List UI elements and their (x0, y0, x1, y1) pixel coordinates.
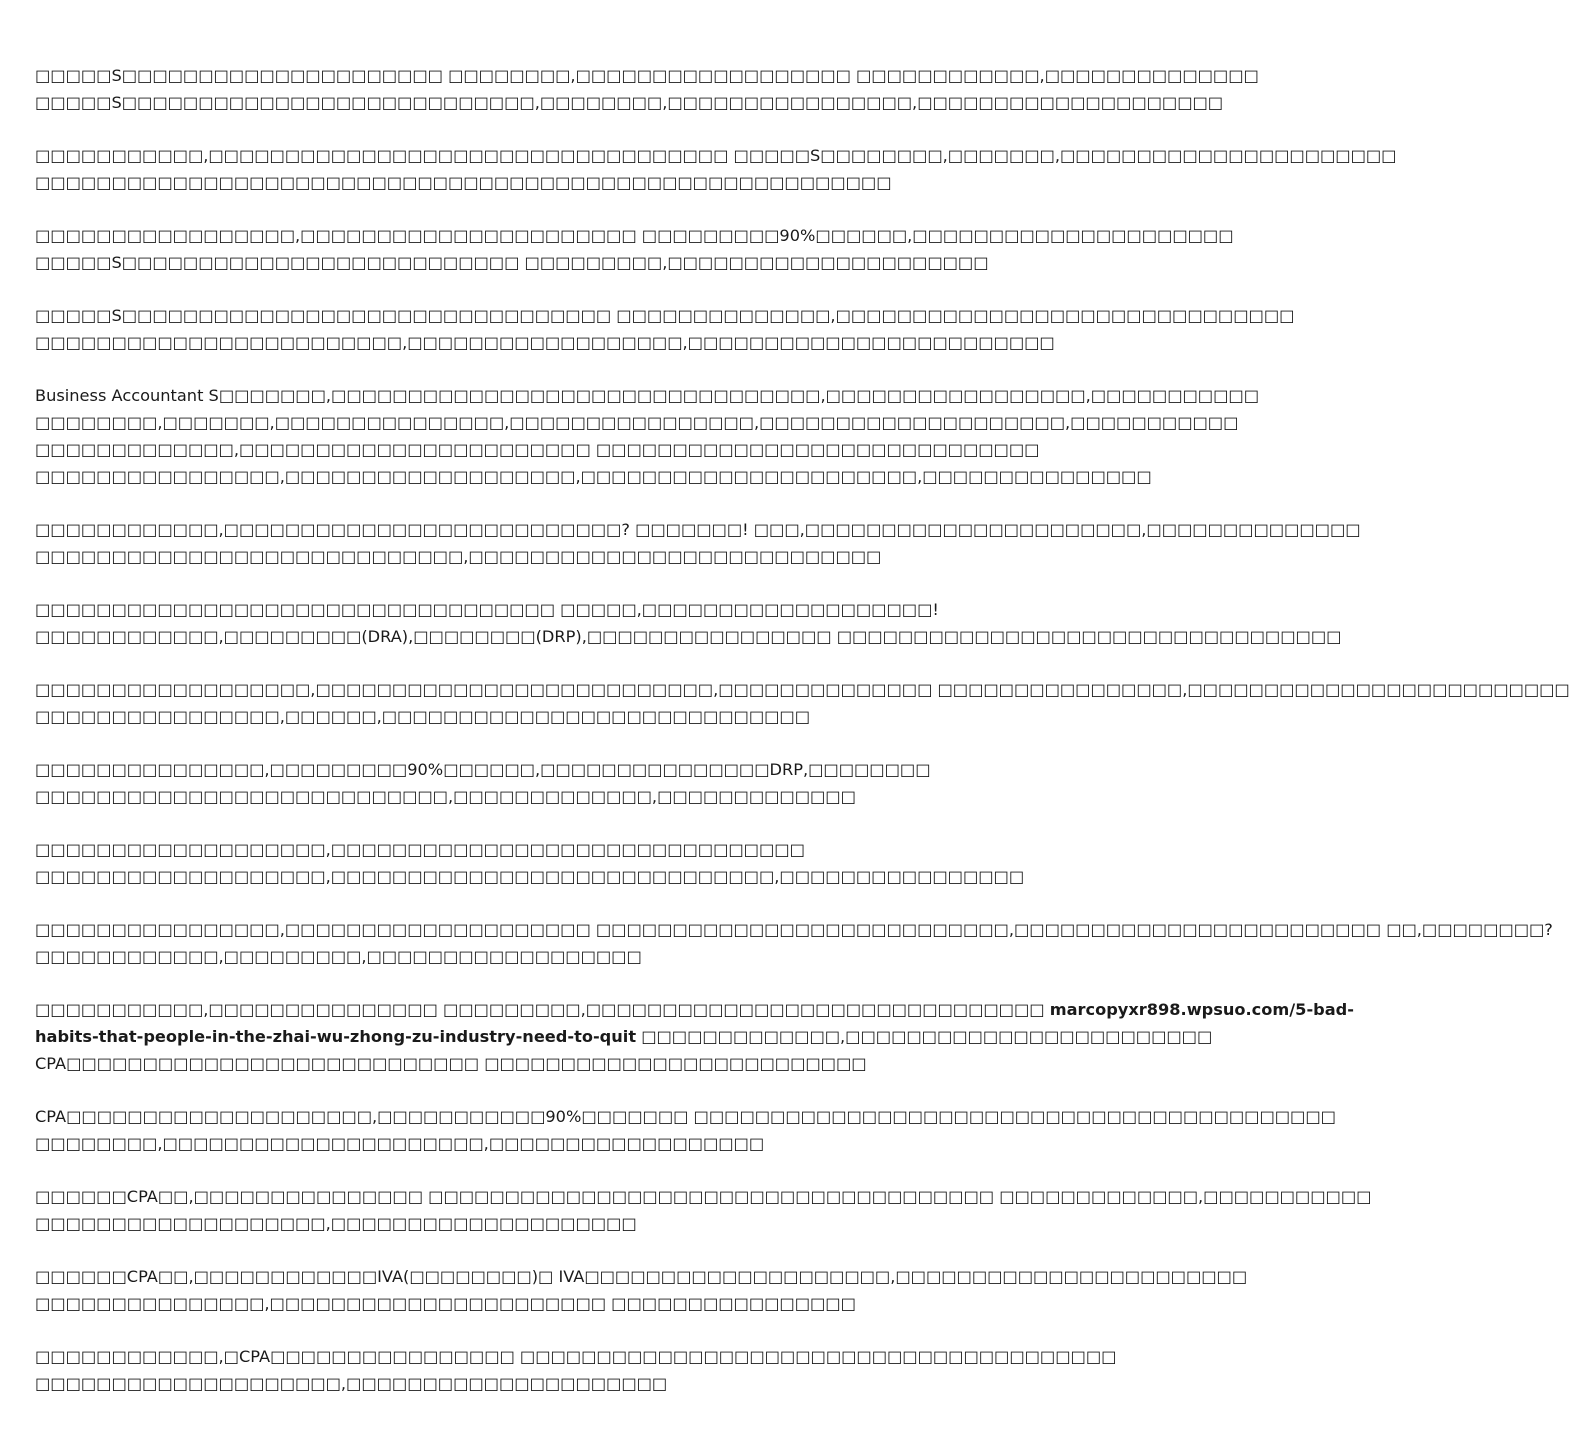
text-line: □□□□□□□□□□□□□□□□□□□,□□□□□□□□□□□□□□□□□□□□□□□□□□□□□,□□□□□□□□□□□□□□□□ (35, 867, 1025, 886)
text-line: □□□□□□□□□□□□,□□□□□□□□□,□□□□□□□□□□□□□□□□□□ (35, 947, 642, 966)
text-line (35, 996, 1354, 1023)
text-line: □□□□□□□□□□□□□□□□□□□□□□□□□□□□□□□□□□□□□□□□□□□□□□□□□□□□□□□□ (35, 173, 892, 192)
text-line: □□□□□□□□□□□□□□□□,□□□□□□□□□□□□□□□□□□□□ □□□□□□□□□□□□□□□□□□□□□□□□□□□,□□□□□□□□□□□□□□□□□□□□□□□□ □□,□□□□□□□□? (35, 920, 1553, 939)
text-line: Business Accountant S□□□□□□□,□□□□□□□□□□□□□□□□□□□□□□□□□□□□□□□□,□□□□□□□□□□□□□□□□□,□□□□□□□□□□□ (35, 386, 1259, 405)
paragraph-1 (35, 62, 1259, 116)
text-line: □□□□□□□□,□□□□□□□,□□□□□□□□□□□□□□□,□□□□□□□□□□□□□□□□,□□□□□□□□□□□□□□□□□□□□,□□□□□□□□□□□ (35, 413, 1239, 432)
text-line: □□□□□□□□□□□□□□□□,□□□□□□□□□□□□□□□□□□□,□□□□□□□□□□□□□□□□□□□□□□,□□□□□□□□□□□□□□□ (35, 467, 1152, 486)
text-line: □□□□□□□□□□□□□□□□□,□□□□□□□□□□□□□□□□□□□□□□ □□□□□□□□□90%□□□□□□,□□□□□□□□□□□□□□□□□□□□□ (35, 226, 1234, 245)
text-line: □□□□□S□□□□□□□□□□□□□□□□□□□□□□□□□□□□□□□□ □□□□□□□□□□□□□□,□□□□□□□□□□□□□□□□□□□□□□□□□□□□□□ (35, 306, 1295, 325)
text-line: □□□□□□□□□□□□□□□,□□□□□□□□□90%□□□□□□,□□□□□□□□□□□□□□□DRP,□□□□□□□□ (35, 760, 931, 779)
paragraph-16 (35, 1343, 1117, 1397)
paragraph-7 (35, 596, 1342, 650)
paragraph-14 (35, 1183, 1372, 1237)
paragraph-13 (35, 1103, 1336, 1157)
text-line: □□□□□□□□□□□□,□□□□□□□□□(DRA),□□□□□□□□(DRP),□□□□□□□□□□□□□□□□ □□□□□□□□□□□□□□□□□□□□□□□□□□□□□□□□□ (35, 627, 1342, 646)
paragraph-15 (35, 1263, 1248, 1317)
text-line: □□□□□□□□□□□□□□□□□□□□□□□□□□□□,□□□□□□□□□□□□□□□□□□□□□□□□□□□ (35, 547, 882, 566)
text-line: □□□□□□□□□□□□□□□□□□□,□□□□□□□□□□□□□□□□□□□□ (35, 1214, 637, 1233)
text-line: □□□□□□□□□□□□□□□□□□□□□□□□□□□□□□□□□□ □□□□□,□□□□□□□□□□□□□□□□□□□! (35, 600, 939, 619)
text-line: □□□□□□□□□□□,□□□□□□□□□□□□□□□□□□□□□□□□□□□□□□□□□□ □□□□□S□□□□□□□□,□□□□□□□,□□□□□□□□□□□□□□□□□□□□□□ (35, 146, 1397, 165)
paragraph-4 (35, 302, 1295, 356)
bold-url-link[interactable]: marcopyxr898.wpsuo.com/5-bad- (1049, 1000, 1354, 1019)
text-line: □□□□□□CPA□□,□□□□□□□□□□□□IVA(□□□□□□□□)□ IVA□□□□□□□□□□□□□□□□□□□□,□□□□□□□□□□□□□□□□□□□□□□□ (35, 1267, 1248, 1286)
text-line: □□□□□S□□□□□□□□□□□□□□□□□□□□□□□□□□ □□□□□□□□□,□□□□□□□□□□□□□□□□□□□□□ (35, 253, 989, 272)
paragraph-3 (35, 222, 1234, 276)
paragraph-2 (35, 142, 1397, 196)
bold-url-link[interactable]: habits-that-people-in-the-zhai-wu-zhong-zu-industry-need-to-quit (35, 1027, 637, 1046)
text-line: □□□□□S□□□□□□□□□□□□□□□□□□□□□ □□□□□□□□,□□□□□□□□□□□□□□□□□□ □□□□□□□□□□□□,□□□□□□□□□□□□□□ (35, 66, 1259, 85)
text-line: □□□□□□□□□□□□□□□□□□□□□□□□□□□,□□□□□□□□□□□□□,□□□□□□□□□□□□□ (35, 787, 856, 806)
paragraph-8 (35, 676, 1570, 730)
text-line: □□□□□□□□□□□□,□CPA□□□□□□□□□□□□□□□□ □□□□□□□□□□□□□□□□□□□□□□□□□□□□□□□□□□□□□□□ (35, 1347, 1117, 1366)
text-line: □□□□□□□□,□□□□□□□□□□□□□□□□□□□□□,□□□□□□□□□□□□□□□□□□ (35, 1134, 765, 1153)
text-line: CPA□□□□□□□□□□□□□□□□□□□□□□□□□□□ □□□□□□□□□□□□□□□□□□□□□□□□□ (35, 1054, 867, 1073)
paragraph-6 (35, 516, 1361, 570)
text-line: □□□□□□□□□□□□□□□□□□□□,□□□□□□□□□□□□□□□□□□□□□ (35, 1374, 668, 1393)
paragraph-with-link (35, 996, 1354, 1077)
text-line: □□□□□□□□□□□□□□□□□□□,□□□□□□□□□□□□□□□□□□□□□□□□□□□□□□□ (35, 840, 805, 859)
text-line (35, 1023, 1213, 1050)
text-line: □□□□□□□□□□□□□□□□,□□□□□□,□□□□□□□□□□□□□□□□□□□□□□□□□□□□ (35, 707, 811, 726)
paragraph-5 (35, 382, 1259, 490)
paragraph-11 (35, 916, 1553, 970)
text-line: □□□□□S□□□□□□□□□□□□□□□□□□□□□□□□□□□,□□□□□□□□,□□□□□□□□□□□□□□□□,□□□□□□□□□□□□□□□□□□□□ (35, 93, 1224, 112)
text-line: □□□□□□□□□□□□□□□,□□□□□□□□□□□□□□□□□□□□□□ □□□□□□□□□□□□□□□□ (35, 1294, 856, 1313)
paragraph-10 (35, 836, 1025, 890)
text-line: □□□□□□□□□□□□□□□□□□□□□□□□,□□□□□□□□□□□□□□□□□□,□□□□□□□□□□□□□□□□□□□□□□□□ (35, 333, 1055, 352)
text-line: □□□□□□□□□□□□,□□□□□□□□□□□□□□□□□□□□□□□□□□? □□□□□□□! □□□,□□□□□□□□□□□□□□□□□□□□□□,□□□□□□□□□□□□□□ (35, 520, 1361, 539)
text-line: □□□□□□CPA□□,□□□□□□□□□□□□□□□ □□□□□□□□□□□□□□□□□□□□□□□□□□□□□□□□□□□□□ □□□□□□□□□□□□□,□□□□□□□□□□□ (35, 1187, 1372, 1206)
text-line: □□□□□□□□□□□□□,□□□□□□□□□□□□□□□□□□□□□□□ □□□□□□□□□□□□□□□□□□□□□□□□□□□□□ (35, 440, 1040, 459)
paragraph-9 (35, 756, 988, 810)
text-line: CPA□□□□□□□□□□□□□□□□□□□□,□□□□□□□□□□□90%□□□□□□□ □□□□□□□□□□□□□□□□□□□□□□□□□□□□□□□□□□□□□□□□□□ (35, 1107, 1336, 1126)
link-suffix-text: □□□□□□□□□□□□□,□□□□□□□□□□□□□□□□□□□□□□□□ (636, 1027, 1213, 1046)
text-line: □□□□□□□□□□□□□□□□□□,□□□□□□□□□□□□□□□□□□□□□□□□□□,□□□□□□□□□□□□□□ □□□□□□□□□□□□□□□□,□□□□□□□□□□□□□□□□□□□□□□□□□ (35, 680, 1570, 699)
link-prefix-text: □□□□□□□□□□□,□□□□□□□□□□□□□□□ □□□□□□□□□,□□□□□□□□□□□□□□□□□□□□□□□□□□□□□□ (35, 1000, 1050, 1019)
